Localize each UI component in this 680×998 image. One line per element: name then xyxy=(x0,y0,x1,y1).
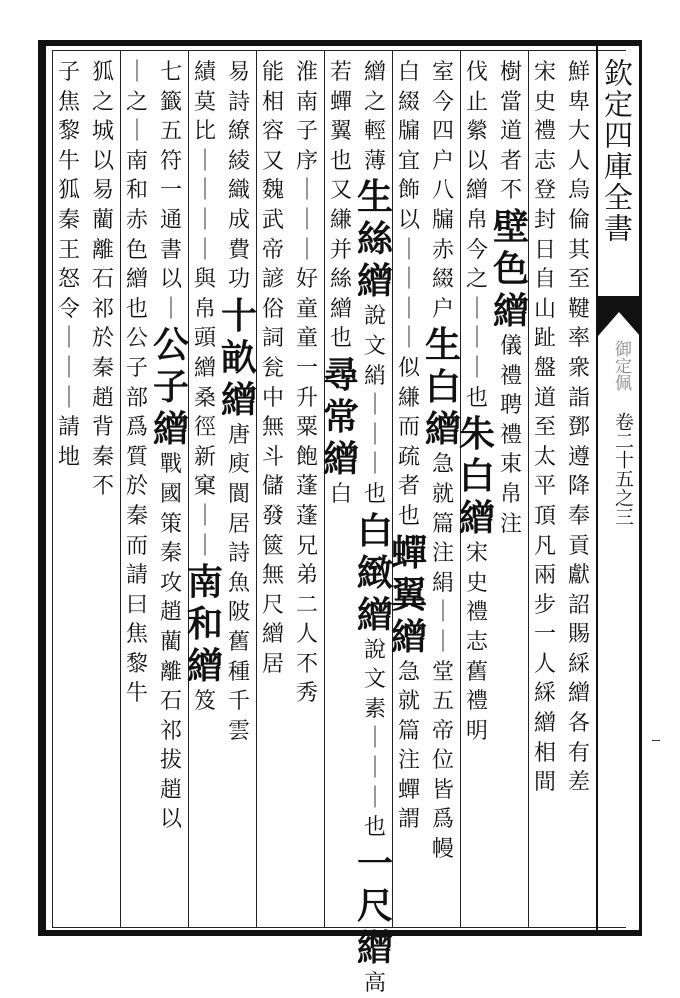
text-column xyxy=(559,58,599,926)
entry-heading: 一 尺 繒 xyxy=(356,842,393,969)
text-column xyxy=(49,58,89,926)
commentary-text: 績 莫 比 ｜ ｜ ｜ ｜ 與 帛 xyxy=(193,60,216,322)
commentary-text: 繒 之 輕 薄 xyxy=(363,60,386,174)
text-column xyxy=(423,58,463,926)
text-column xyxy=(525,58,565,926)
entry-heading: 朱 白 繒 xyxy=(458,413,495,540)
commentary-text: 居 xyxy=(261,651,284,677)
commentary-text: 頭 繒 桑 徑 新 窠 ｜ ｜ xyxy=(193,326,216,559)
commentary-text: 七 籤 五 符 一 通 書 以 ｜ xyxy=(159,60,182,322)
commentary-text: 白 xyxy=(329,481,352,507)
commentary-text: 宋 史 禮 志 登 封 日 自 山 趾 盤 道 至 太 平 頂 凡 兩 步 一 人 綵 繒 相 間 xyxy=(533,60,556,796)
commentary-text: 笈 xyxy=(193,689,216,715)
entry-heading: 壁 色 繒 xyxy=(492,205,529,332)
commentary-text: 說 文 素 ｜ ｜ ｜ 也 xyxy=(363,637,386,841)
text-column xyxy=(457,58,497,926)
entry-heading: 南 和 繒 xyxy=(186,561,223,688)
text-column xyxy=(83,58,123,926)
text-column xyxy=(491,58,531,926)
commentary-text: 又 縑 并 絲 繒 也 xyxy=(329,178,352,352)
text-column xyxy=(185,58,225,926)
entry-heading: 白 緻 繒 xyxy=(356,509,393,636)
commentary-text: 樹 當 道 者 不 xyxy=(499,60,522,204)
commentary-text: 室 今 四 户 八 牖 赤 綴 户 xyxy=(431,60,454,322)
commentary-text: 儀 禮 聘 禮 束 帛 注 xyxy=(499,333,522,537)
commentary-text: 能 相 容 又 魏 武 帝 諺 俗 詞 瓮 中 無 斗 儲 發 篋 無 尺 繒 xyxy=(261,60,284,648)
faint-title: 御定佩 xyxy=(611,340,631,391)
commentary-text: 宋 史 禮 志 舊 禮 明 xyxy=(465,541,488,744)
entry-heading: 生 白 繒 xyxy=(424,324,461,451)
commentary-text: 雲 xyxy=(227,718,250,744)
commentary-text: 秀 xyxy=(295,681,318,707)
book-title: 欽定四庫全書 xyxy=(600,58,634,244)
entry-heading: 公 子 繒 xyxy=(152,324,189,451)
entry-heading: 尋 常 繒 xyxy=(322,353,359,480)
fishtail-mark-icon xyxy=(598,296,640,336)
commentary-text: 急 就 篇 注 蟬 謂 xyxy=(397,659,420,833)
text-column xyxy=(253,58,293,926)
text-column xyxy=(151,58,191,926)
commentary-text: 伐 止 縈 以 繒 xyxy=(465,60,488,204)
entry-heading: 蟬 翼 繒 xyxy=(390,531,427,658)
commentary-text: 鮮 卑 大 人 烏 倫 其 至 鞬 率 衆 詣 鄧 遵 降 奉 貢 獻 詔 賜 綵 繒 各 有 差 xyxy=(567,60,590,796)
text-column xyxy=(389,58,429,926)
text-column xyxy=(219,58,259,926)
commentary-text: 高 xyxy=(363,970,386,996)
commentary-text: 易 詩 繚 綾 織 成 費 功 xyxy=(227,60,250,293)
commentary-text: 堂 五 帝 位 皆 爲 幔 xyxy=(431,659,454,863)
text-column xyxy=(287,58,327,926)
text-column xyxy=(117,58,157,926)
commentary-text: ｜ 之 ｜ 南 和 赤 色 繒 也 xyxy=(125,60,148,322)
volume-number: 卷二十五之三 xyxy=(612,412,634,526)
commentary-text: ｜ 似 縑 而 疏 者 也 xyxy=(397,326,420,529)
entry-heading: 生 絲 繒 xyxy=(356,176,393,303)
commentary-text: 若 蟬 翼 也 xyxy=(329,60,352,174)
commentary-text: 白 綴 牖 宜 飾 以 ｜ ｜ ｜ xyxy=(397,60,420,322)
text-column xyxy=(355,58,395,996)
entry-heading: 十 畝 繒 xyxy=(220,294,257,421)
commentary-text: 帛 今 之 ｜ ｜ ｜ 也 xyxy=(465,207,488,411)
commentary-text: 說 文 綃 ｜ ｜ ｜ 也 xyxy=(363,304,386,507)
edge-mark xyxy=(652,740,660,761)
commentary-text: 狐 之 城 以 易 藺 離 石 祁 於 秦 趙 背 秦 不 xyxy=(91,60,114,500)
commentary-text: 急 就 篇 注 絹 ｜ ｜ xyxy=(431,452,454,655)
text-column xyxy=(321,58,361,926)
commentary-text: 子 焦 黎 牛 狐 秦 王 怒 令 ｜ ｜ ｜ 請 地 xyxy=(57,60,80,470)
commentary-text: 唐 庾 閬 居 詩 魚 陂 舊 種 千 xyxy=(227,422,250,715)
commentary-text: 戰 國 策 秦 攻 趙 藺 離 石 祁 拔 趙 以 xyxy=(159,452,182,833)
commentary-text: 公 子 部 爲 質 於 秦 而 請 曰 焦 黎 牛 xyxy=(125,326,148,707)
commentary-text: 淮 南 子 序 ｜ ｜ ｜ 好 童 童 一 升 粟 飽 蓬 蓬 兄 弟 二 人 不 xyxy=(295,60,318,677)
